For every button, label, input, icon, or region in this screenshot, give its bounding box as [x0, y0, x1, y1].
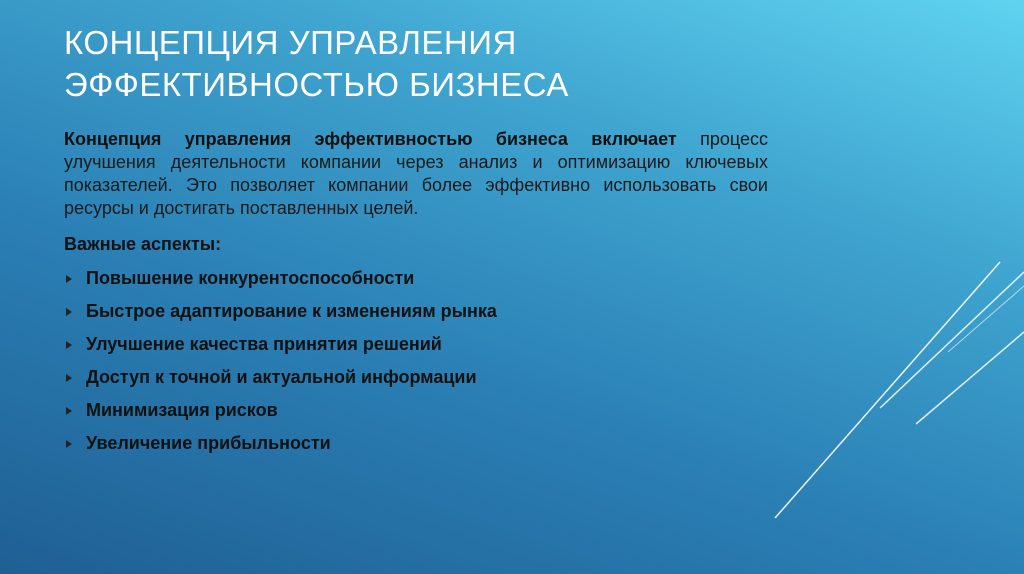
- list-item: [64, 394, 768, 427]
- aspects-heading: Важные аспекты:: [64, 234, 222, 254]
- triangle-right-icon: [66, 308, 72, 316]
- slide-content: [64, 128, 768, 460]
- list-item: [64, 427, 768, 460]
- deco-line-3: [916, 332, 1024, 424]
- list-item: [64, 262, 768, 295]
- triangle-right-icon: [66, 341, 72, 349]
- list-item: [64, 295, 768, 328]
- triangle-right-icon: [66, 374, 72, 382]
- slide-title-line-2: ЭФФЕКТИВНОСТЬЮ БИЗНЕСА: [64, 66, 569, 103]
- triangle-right-icon: [66, 407, 72, 415]
- list-item-label: Улучшение качества принятия решений: [86, 334, 442, 354]
- list-item-label: Доступ к точной и актуальной информации: [86, 367, 477, 387]
- list-item: [64, 361, 768, 394]
- intro-rest: процесс улучшения деятельности компании через анализ и оптимизацию ключевых показателей. Это позволяет компании более эффективно использовать свои ресурсы и достигать поставленных целей.: [64, 129, 768, 218]
- deco-line-4: [775, 262, 1000, 518]
- aspects-list: [64, 262, 768, 460]
- list-item-label: Минимизация рисков: [86, 400, 278, 420]
- intro-lead: Концепция управления эффективностью бизнеса включает: [64, 129, 677, 149]
- list-item: [64, 328, 768, 361]
- list-item-label: Быстрое адаптирование к изменениям рынка: [86, 301, 497, 321]
- list-item-label: Увеличение прибыльности: [86, 433, 331, 453]
- triangle-right-icon: [66, 440, 72, 448]
- deco-line-1: [880, 272, 1024, 408]
- slide-title-line-1: КОНЦЕПЦИЯ УПРАВЛЕНИЯ: [64, 24, 517, 61]
- list-item-label: Повышение конкурентоспособности: [86, 268, 415, 288]
- intro-paragraph: [64, 128, 768, 220]
- triangle-right-icon: [66, 275, 72, 283]
- deco-line-2: [948, 286, 1024, 352]
- slide-title: [64, 22, 864, 106]
